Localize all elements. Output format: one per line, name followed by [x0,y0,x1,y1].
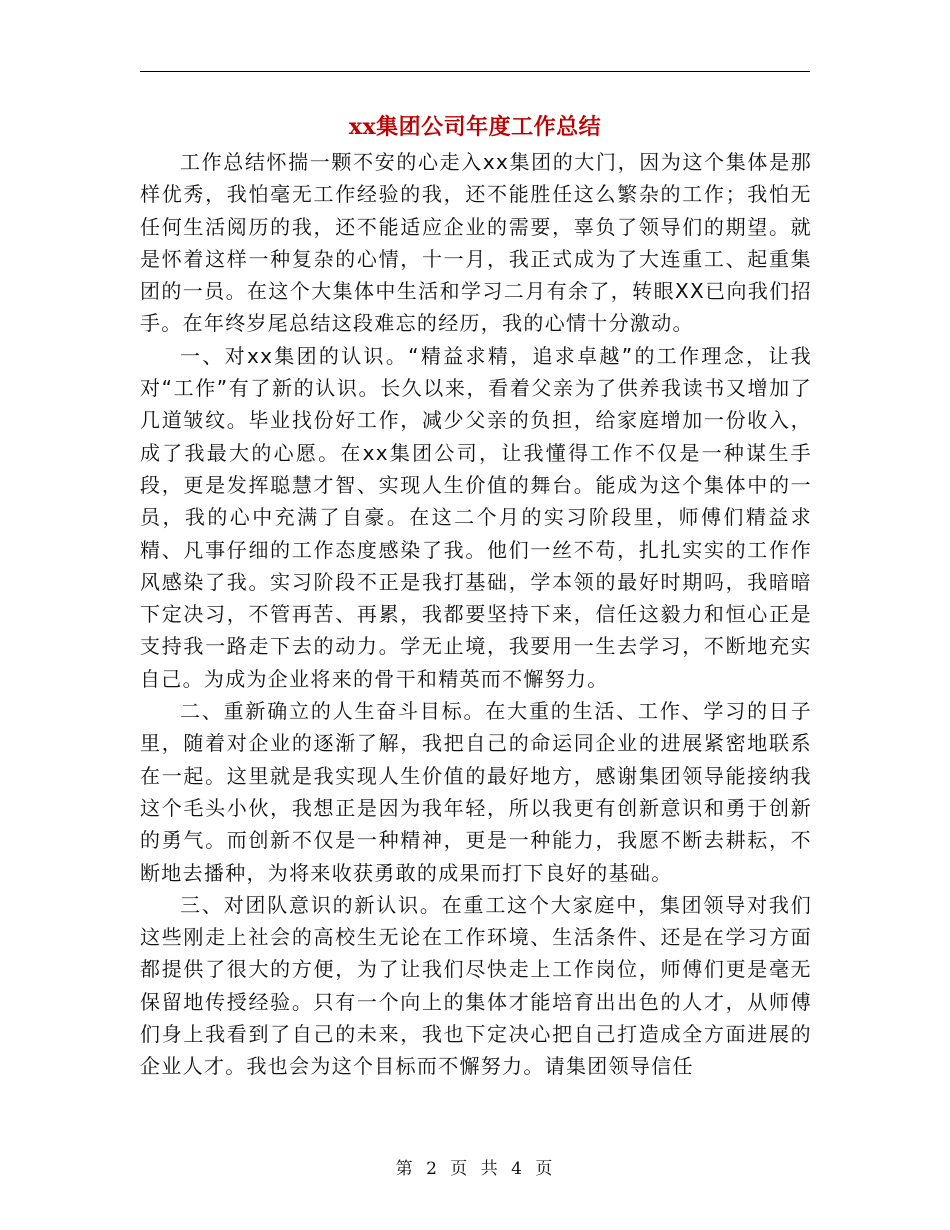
paragraph-intro: 工作总结怀揣一颗不安的心走入xx集团的大门，因为这个集体是那样优秀，我怕毫无工作经验的我，还不能胜任这么繁杂的工作；我怕无任何生活阅历的我，还不能适应企业的需要，辜负了领导们的期望。就是怀着这样一种复杂的心情，十一月，我正式成为了大连重工、起重集团的一员。在这个大集体中生活和学习二月有余了，转眼XX已向我们招手。在年终岁尾总结这段难忘的经历，我的心情十分激动。 [140,150,812,336]
paragraph-section-1: 一、对xx集团的认识。“精益求精，追求卓越”的工作理念，让我对“工作”有了新的认识。长久以来，看着父亲为了供养我读书又增加了几道皱纹。毕业找份好工作，减少父亲的负担，给家庭增加一份收入，成了我最大的心愿。在xx集团公司，让我懂得工作不仅是一种谋生手段，更是发挥聪慧才智、实现人生价值的舞台。能成为这个集体中的一员，我的心中充满了自豪。在这二个月的实习阶段里，师傅们精益求精、凡事仔细的工作态度感染了我。他们一丝不苟，扎扎实实的工作作风感染了我。实习阶段不正是我打基础，学本领的最好时期吗，我暗暗下定决习，不管再苦、再累，我都要坚持下来，信任这毅力和恒心正是支持我一路走下去的动力。学无止境，我要用一生去学习，不断地充实自己。为成为企业将来的骨干和精英而不懈努力。 [140,343,812,691]
paragraph-section-2: 二、重新确立的人生奋斗目标。在大重的生活、工作、学习的日子里，随着对企业的逐渐了解，我把自己的命运同企业的进展紧密地联系在一起。这里就是我实现人生价值的最好地方，感谢集团领导能接纳我这个毛头小伙，我想正是因为我年轻，所以我更有创新意识和勇于创新的勇气。而创新不仅是一种精神，更是一种能力，我愿不断去耕耘，不断地去播种，为将来收获勇敢的成果而打下良好的基础。 [140,699,812,885]
header-rule [140,71,810,72]
document-body [140,146,812,1083]
paragraph-section-3: 三、对团队意识的新认识。在重工这个大家庭中，集团领导对我们这些刚走上社会的高校生无论在工作环境、生活条件、还是在学习方面都提供了很大的方便，为了让我们尽快走上工作岗位，师傅们更是毫无保留地传授经验。只有一个向上的集体才能培育出出色的人才，从师傅们身上我看到了自己的未来，我也下定决心把自己打造成全方面进展的企业人才。我也会为这个目标而不懈努力。请集团领导信任 [140,892,812,1079]
document-title: xx集团公司年度工作总结 [348,114,602,140]
page-footer: 第 2 页 共 4 页 [395,1159,555,1179]
